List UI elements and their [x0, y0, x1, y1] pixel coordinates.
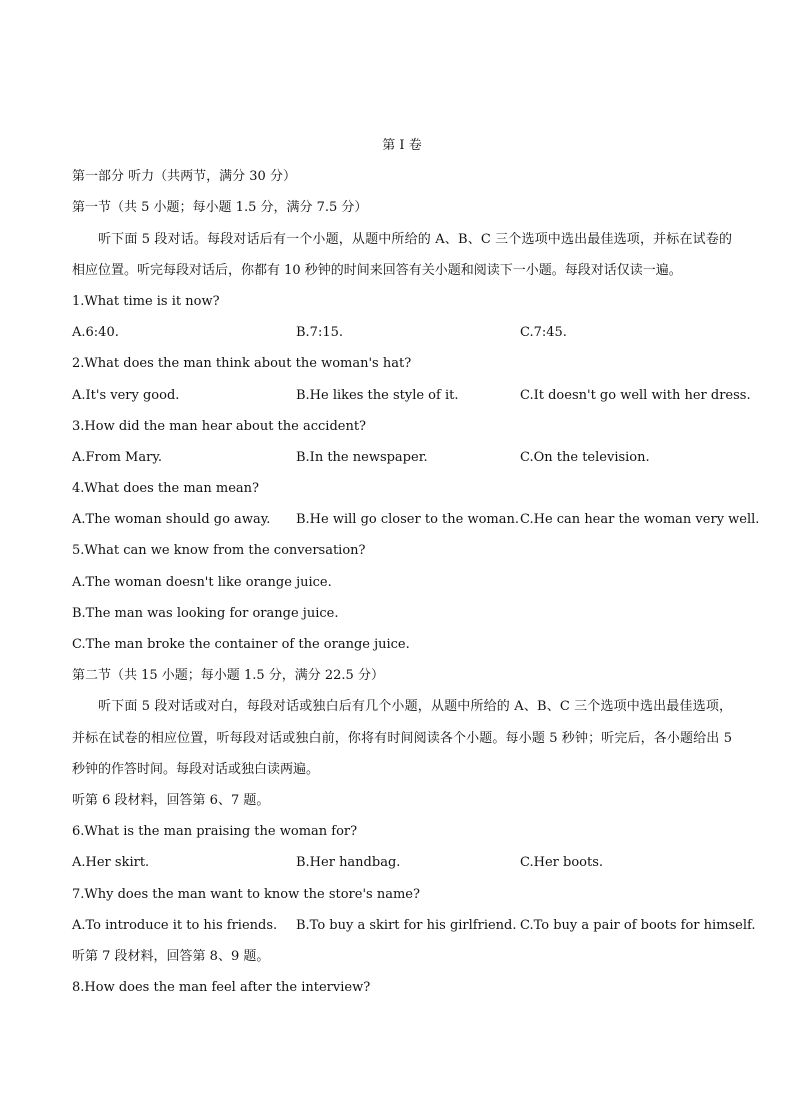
option-a: A.The woman should go away. — [72, 512, 271, 528]
option-b: B.He will go closer to the woman. — [296, 512, 519, 528]
question-6: 6.What is the man praising the woman for? — [72, 824, 358, 840]
option-a: A.6:40. — [72, 325, 119, 341]
question-6-options — [72, 847, 732, 878]
option-a: A.It's very good. — [72, 387, 180, 403]
material-7-heading: 听第 7 段材料，回答第 8、9 题。 — [72, 948, 270, 964]
option-b: B.In the newspaper. — [296, 449, 428, 465]
option-a: A.To introduce it to his friends. — [72, 917, 278, 933]
exam-page — [72, 130, 760, 1003]
option-c: C.To buy a pair of boots for himself. — [520, 917, 756, 933]
question-3-options — [72, 442, 732, 473]
option-a: A.From Mary. — [72, 449, 163, 465]
section1-instructions: 听下面 5 段对话。每段对话后有一个小题，从题中所给的 A、B、C 三个选项中选出最佳选项，并标在试卷的相应位置。听完每段对话后，你都有 10 秒钟的时间来回答有关小题和阅读下一小题。每段对话仅读一遍。 — [72, 231, 732, 278]
option-a: A.The woman doesn't like orange juice. — [72, 574, 332, 590]
option-b: B.The man was looking for orange juice. — [72, 605, 339, 621]
section2-instructions: 听下面 5 段对话或对白，每段对话或独白后有几个小题，从题中所给的 A、B、C 三个选项中选出最佳选项，并标在试卷的相应位置，听每段对话或独白前，你将有时间阅读各个小题。每小题 5 秒钟；听完后，各小题给出 5 秒钟的作答时间。每段对话或独白读两遍。 — [72, 699, 732, 777]
option-b: B.To buy a skirt for his girlfriend. — [296, 917, 517, 933]
option-c: C.Her boots. — [520, 855, 603, 871]
part1-heading: 第一部分 听力（共两节，满分 30 分） — [72, 169, 296, 185]
section2-heading: 第二节（共 15 小题；每小题 1.5 分，满分 22.5 分） — [72, 668, 384, 684]
paper-title: 第 I 卷 — [382, 138, 422, 153]
question-1: 1.What time is it now? — [72, 293, 220, 309]
option-b: B.He likes the style of it. — [296, 387, 459, 403]
option-c: C.It doesn't go well with her dress. — [520, 387, 751, 403]
question-3: 3.How did the man hear about the accident? — [72, 418, 367, 434]
option-a: A.Her skirt. — [72, 855, 150, 871]
question-2: 2.What does the man think about the woman's hat? — [72, 356, 412, 372]
option-c: C.The man broke the container of the orange juice. — [72, 637, 410, 653]
option-c: C.On the television. — [520, 449, 650, 465]
section1-heading: 第一节（共 5 小题；每小题 1.5 分，满分 7.5 分） — [72, 200, 368, 216]
option-c: C.He can hear the woman very well. — [520, 512, 760, 528]
material-6-heading: 听第 6 段材料，回答第 6、7 题。 — [72, 793, 270, 809]
question-1-options — [72, 317, 732, 348]
question-8: 8.How does the man feel after the interview? — [72, 980, 371, 996]
option-c: C.7:45. — [520, 325, 567, 341]
question-5: 5.What can we know from the conversation? — [72, 543, 366, 559]
question-4: 4.What does the man mean? — [72, 481, 260, 497]
option-b: B.Her handbag. — [296, 855, 401, 871]
option-b: B.7:15. — [296, 325, 344, 341]
question-2-options — [72, 380, 751, 411]
question-4-options — [72, 504, 760, 535]
question-7: 7.Why does the man want to know the store's name? — [72, 886, 420, 902]
question-7-options — [72, 910, 756, 941]
